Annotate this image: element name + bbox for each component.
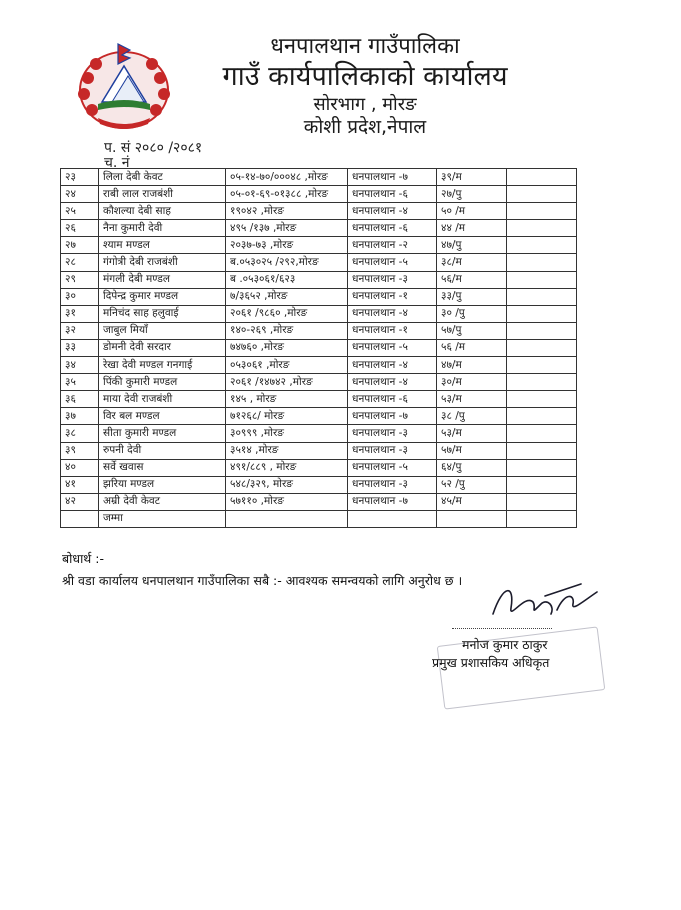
serial-cell: ३० [61, 288, 99, 305]
table-row [61, 169, 577, 186]
table-row [61, 357, 577, 374]
table-row [61, 254, 577, 271]
age-gender-cell: ५६ /म [437, 339, 507, 356]
age-gender-cell: ३०/म [437, 374, 507, 391]
serial-cell: ३८ [61, 425, 99, 442]
age-gender-cell: २७/पु [437, 186, 507, 203]
table-row [61, 374, 577, 391]
extra-cell [507, 442, 577, 459]
age-gender-cell: ३० /पु [437, 305, 507, 322]
serial-cell: २३ [61, 169, 99, 186]
name-cell: माया देवी राजबंशी [99, 391, 226, 408]
age-gender-cell: ४७/म [437, 357, 507, 374]
age-gender-cell [437, 510, 507, 527]
serial-cell: ३५ [61, 374, 99, 391]
age-gender-cell: ३३/पु [437, 288, 507, 305]
age-gender-cell: ५६/म [437, 271, 507, 288]
extra-cell [507, 374, 577, 391]
signatory-name: मनोज कुमार ठाकुर [462, 637, 548, 652]
table-row [61, 408, 577, 425]
address-cell: धनपालथान -५ [348, 339, 437, 356]
extra-cell [507, 476, 577, 493]
serial-cell: ३१ [61, 305, 99, 322]
name-cell: रुपनी देवी [99, 442, 226, 459]
extra-cell [507, 408, 577, 425]
office-title: गाउँ कार्यपालिकाको कार्यालय [222, 61, 508, 92]
address-cell: धनपालथान -३ [348, 442, 437, 459]
extra-cell [507, 459, 577, 476]
age-gender-cell: ३९/म [437, 169, 507, 186]
signature-dotted-line [452, 618, 552, 629]
table-row [61, 237, 577, 254]
name-cell: सीता कुमारी मण्डल [99, 425, 226, 442]
age-gender-cell: ४५/म [437, 493, 507, 510]
reference-number: च. नं [104, 155, 130, 171]
age-gender-cell: ४४ /म [437, 220, 507, 237]
citizenship-cell: १९०४२ ,मोरङ [226, 203, 348, 220]
table-row [61, 305, 577, 322]
age-gender-cell: ५७/पु [437, 322, 507, 339]
table-row [61, 203, 577, 220]
citizenship-cell: ब.०५३०२५ /२९२,मोरङ [226, 254, 348, 271]
address-cell: धनपालथान -४ [348, 203, 437, 220]
name-cell: सर्वे खवास [99, 459, 226, 476]
extra-cell [507, 169, 577, 186]
serial-cell: ३९ [61, 442, 99, 459]
citizenship-cell: ५७११० ,मोरङ [226, 493, 348, 510]
age-gender-cell: ५० /म [437, 203, 507, 220]
table-row [61, 186, 577, 203]
extra-cell [507, 493, 577, 510]
name-cell: रेखा देवी मण्डल गनगाई [99, 357, 226, 374]
name-cell: मनिचंद साह हलुवाई [99, 305, 226, 322]
office-location: सोरभाग , मोरङ [313, 94, 417, 115]
citizenship-cell: ४९१/८८९ , मोरङ [226, 459, 348, 476]
citizenship-cell: १४५ , मोरङ [226, 391, 348, 408]
citizenship-cell: ३०९९९ ,मोरङ [226, 425, 348, 442]
table-row [61, 476, 577, 493]
address-cell: धनपालथान -३ [348, 425, 437, 442]
cc-line: श्री वडा कार्यालय धनपालथान गाउँपालिका सबै :- आवश्यक समन्वयको लागि अनुरोध छ । [62, 573, 463, 588]
age-gender-cell: ३८ /पु [437, 408, 507, 425]
address-cell: धनपालथान -६ [348, 220, 437, 237]
citizenship-cell: २०६१ /९८६० ,मोरङ [226, 305, 348, 322]
municipality-name: धनपालथान गाउँपालिका [270, 34, 460, 59]
serial-cell: ३३ [61, 339, 99, 356]
address-cell: धनपालथान -७ [348, 408, 437, 425]
age-gender-cell: ६४/पु [437, 459, 507, 476]
age-gender-cell: ४७/पु [437, 237, 507, 254]
extra-cell [507, 271, 577, 288]
government-emblem-logo [68, 38, 180, 134]
beneficiary-table [60, 168, 577, 528]
signatory-designation: प्रमुख प्रशासकिय अधिकृत [432, 655, 550, 670]
extra-cell [507, 425, 577, 442]
extra-cell [507, 510, 577, 527]
address-cell: धनपालथान -१ [348, 288, 437, 305]
name-cell: जम्मा [99, 510, 226, 527]
table-row [61, 425, 577, 442]
age-gender-cell: ५३/म [437, 391, 507, 408]
serial-cell: २६ [61, 220, 99, 237]
table-row [61, 493, 577, 510]
table-row [61, 510, 577, 527]
address-cell: धनपालथान -६ [348, 186, 437, 203]
serial-cell: ४१ [61, 476, 99, 493]
age-gender-cell: ५२ /पु [437, 476, 507, 493]
name-cell: पिंकी कुमारी मण्डल [99, 374, 226, 391]
table-row [61, 459, 577, 476]
address-cell: धनपालथान -७ [348, 169, 437, 186]
serial-cell: ४० [61, 459, 99, 476]
province-country: कोशी प्रदेश,नेपाल [303, 116, 427, 138]
extra-cell [507, 305, 577, 322]
address-cell: धनपालथान -२ [348, 237, 437, 254]
table-row [61, 442, 577, 459]
name-cell: झरिया मण्डल [99, 476, 226, 493]
citizenship-cell: १४०-२६९ ,मोरङ [226, 322, 348, 339]
citizenship-cell: २०६१ /१४७४२ ,मोरङ [226, 374, 348, 391]
citizenship-cell [226, 510, 348, 527]
address-cell: धनपालथान -४ [348, 374, 437, 391]
table-row [61, 322, 577, 339]
serial-cell: २९ [61, 271, 99, 288]
serial-cell: ३६ [61, 391, 99, 408]
serial-cell [61, 510, 99, 527]
citizenship-cell: ०५-०१-६९-०१३८८ ,मोरङ [226, 186, 348, 203]
extra-cell [507, 288, 577, 305]
citizenship-cell: ४९५ /१३७ ,मोरङ [226, 220, 348, 237]
serial-cell: ३४ [61, 357, 99, 374]
table-row [61, 271, 577, 288]
address-cell: धनपालथान -६ [348, 391, 437, 408]
name-cell: नैना कुमारी देवी [99, 220, 226, 237]
address-cell: धनपालथान -४ [348, 305, 437, 322]
name-cell: राबी लाल राजबंशी [99, 186, 226, 203]
extra-cell [507, 339, 577, 356]
extra-cell [507, 237, 577, 254]
citizenship-cell: ७१२६८/ मोरङ [226, 408, 348, 425]
extra-cell [507, 357, 577, 374]
citizenship-cell: ०५-१४-७०/०००४८ ,मोरङ [226, 169, 348, 186]
extra-cell [507, 186, 577, 203]
address-cell: धनपालथान -५ [348, 459, 437, 476]
table-row [61, 391, 577, 408]
serial-cell: ३२ [61, 322, 99, 339]
name-cell: विर बल मण्डल [99, 408, 226, 425]
serial-cell: २७ [61, 237, 99, 254]
citizenship-cell: २०३७-७३ ,मोरङ [226, 237, 348, 254]
citizenship-cell: ब .०५३०६१/६२३ [226, 271, 348, 288]
address-cell: धनपालथान -५ [348, 254, 437, 271]
table-row [61, 339, 577, 356]
table-row [61, 288, 577, 305]
serial-cell: ४२ [61, 493, 99, 510]
age-gender-cell: ५७/म [437, 442, 507, 459]
citizenship-cell: ७४७६० ,मोरङ [226, 339, 348, 356]
citizenship-cell: ०५३०६१ ,मोरङ [226, 357, 348, 374]
extra-cell [507, 322, 577, 339]
name-cell: लिला देबी केवट [99, 169, 226, 186]
address-cell: धनपालथान -३ [348, 271, 437, 288]
serial-cell: ३७ [61, 408, 99, 425]
fiscal-year: प. सं २०८० /२०८१ [104, 140, 203, 156]
extra-cell [507, 254, 577, 271]
serial-cell: २८ [61, 254, 99, 271]
extra-cell [507, 391, 577, 408]
name-cell: गंगोत्री देबी राजबंशी [99, 254, 226, 271]
citizenship-cell: ५४८/३२९, मोरङ [226, 476, 348, 493]
cc-heading: बोधार्थ :- [62, 551, 104, 566]
address-cell: धनपालथान -४ [348, 357, 437, 374]
name-cell: जाबुल मियाँ [99, 322, 226, 339]
address-cell: धनपालथान -३ [348, 476, 437, 493]
address-cell: धनपालथान -१ [348, 322, 437, 339]
extra-cell [507, 220, 577, 237]
serial-cell: २५ [61, 203, 99, 220]
address-cell: धनपालथान -७ [348, 493, 437, 510]
citizenship-cell: ७/३६५२ ,मोरङ [226, 288, 348, 305]
address-cell [348, 510, 437, 527]
table-row [61, 220, 577, 237]
name-cell: डोमनी देवी सरदार [99, 339, 226, 356]
citizenship-cell: ३५१४ ,मोरङ [226, 442, 348, 459]
serial-cell: २४ [61, 186, 99, 203]
age-gender-cell: ३८/म [437, 254, 507, 271]
name-cell: श्याम मण्डल [99, 237, 226, 254]
age-gender-cell: ५३/म [437, 425, 507, 442]
extra-cell [507, 203, 577, 220]
name-cell: कौशल्या देबी साह [99, 203, 226, 220]
name-cell: अम्री देवी केवट [99, 493, 226, 510]
name-cell: दिपेन्द्र कुमार मण्डल [99, 288, 226, 305]
name-cell: मंगली देबी मण्डल [99, 271, 226, 288]
